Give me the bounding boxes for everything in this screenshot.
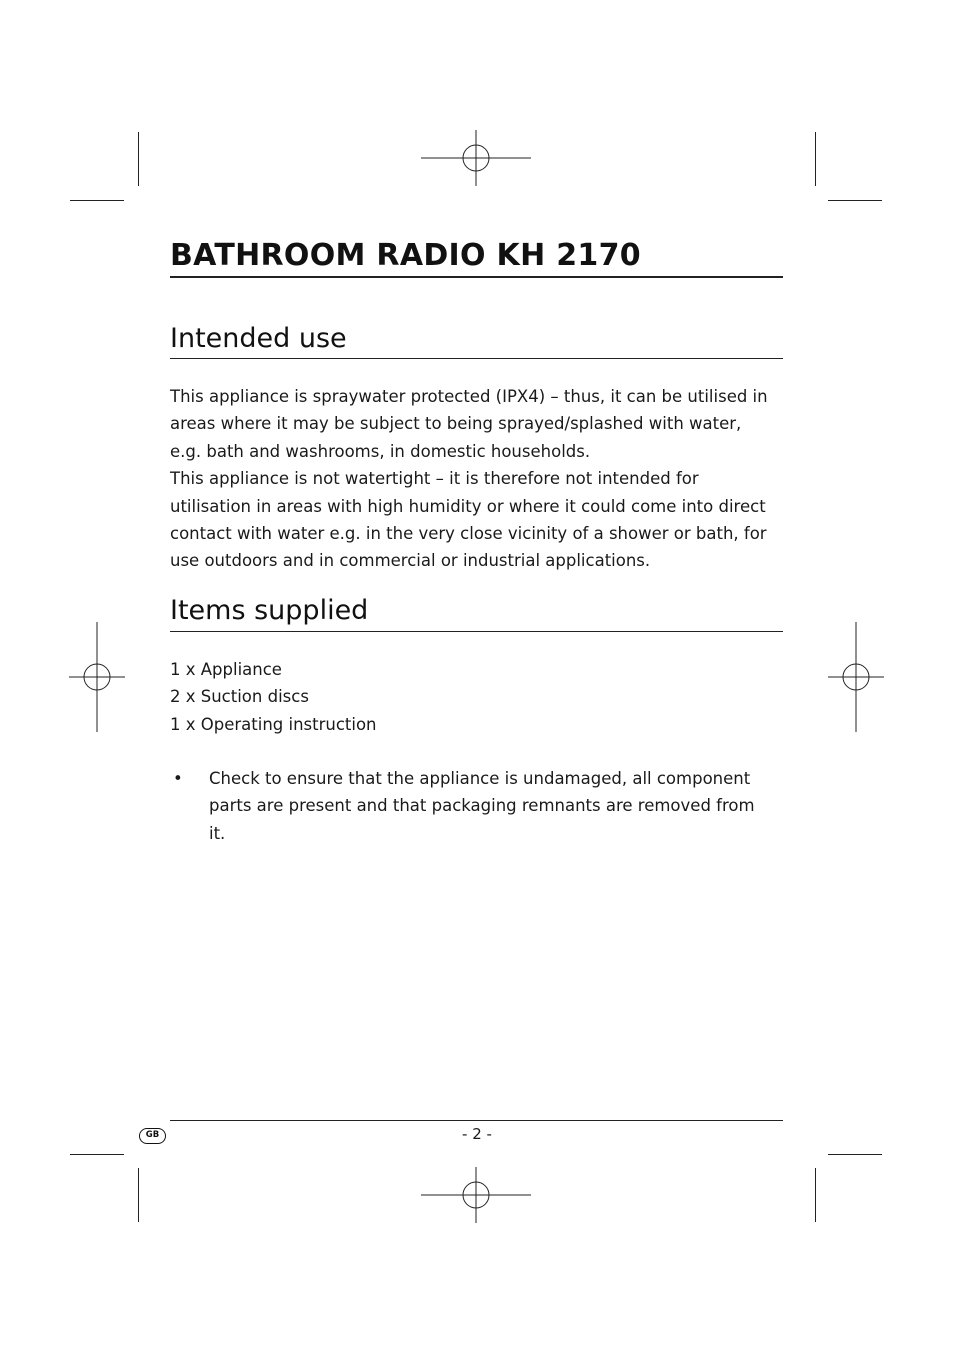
- crop-mark: [828, 200, 882, 201]
- list-item: 1 x Appliance: [170, 660, 282, 679]
- crop-mark: [138, 1168, 139, 1222]
- items-list: [170, 656, 770, 738]
- crop-mark: [138, 132, 139, 186]
- items-supplied-heading: Items supplied: [170, 595, 369, 626]
- crop-mark: [70, 200, 124, 201]
- crop-mark: [815, 1168, 816, 1222]
- page-number: - 2 -: [462, 1125, 492, 1143]
- items-supplied-divider: [170, 631, 783, 632]
- crop-mark: [815, 132, 816, 186]
- registration-mark-bottom: [421, 1167, 531, 1223]
- list-item: 1 x Operating instruction: [170, 714, 377, 734]
- list-item: 2 x Suction discs: [170, 687, 309, 707]
- registration-mark-top: [421, 130, 531, 186]
- check-note-text: Check to ensure that the appliance is undamaged, all component parts are present and that packaging remnants are removed from it.: [209, 769, 755, 843]
- language-badge: GB: [139, 1128, 166, 1144]
- page-title: BATHROOM RADIO KH 2170: [170, 238, 641, 273]
- intended-use-heading: Intended use: [170, 323, 347, 354]
- intended-use-divider: [170, 358, 783, 359]
- registration-mark-left: [69, 622, 125, 732]
- registration-mark-right: [828, 622, 884, 732]
- bullet-icon: •: [173, 769, 183, 788]
- intended-use-paragraph: This appliance is spraywater protected (IPX4) – thus, it can be utilised in areas where it may be subject to being sprayed/splashed with water, e.g. bath and washrooms, in domestic households. This appliance is not watertight – it is therefore not intended for utilisation in areas with high humidity or where it could come into direct contact with water e.g. in the very close vicinity of a shower or bath, for use outdoors and in commercial or industrial applications.: [170, 387, 768, 571]
- title-divider: [170, 276, 783, 278]
- crop-mark: [70, 1154, 124, 1155]
- footer-divider: [170, 1120, 783, 1121]
- crop-mark: [828, 1154, 882, 1155]
